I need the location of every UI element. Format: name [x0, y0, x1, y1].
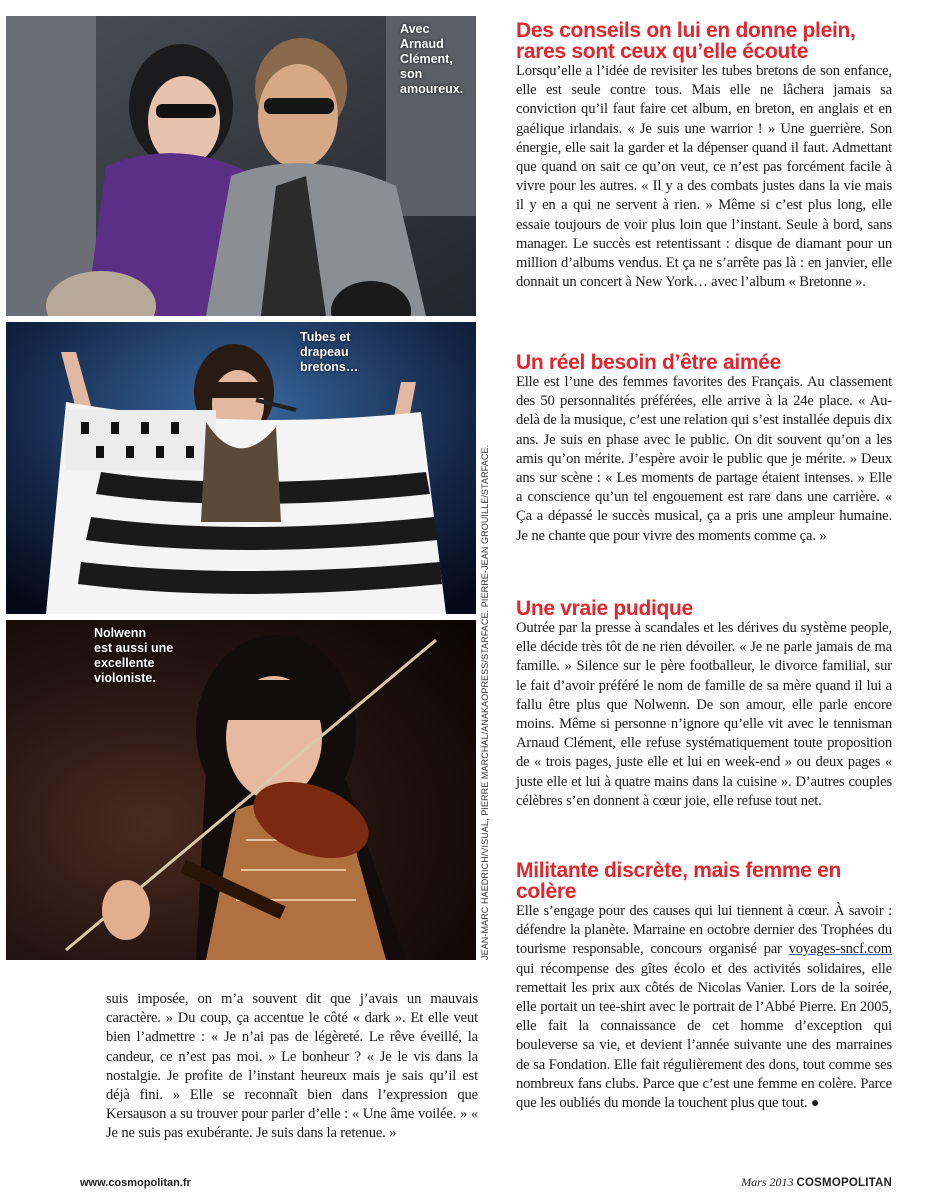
photo-breton-flag-image: [6, 322, 476, 614]
footer-folio: [741, 1175, 892, 1190]
footer-magazine-name: COSMOPOLITAN: [796, 1177, 892, 1189]
section-besoin-aimee: [516, 352, 892, 546]
voyages-sncf-link[interactable]: voyages-sncf.com: [788, 941, 892, 958]
section-conseils-body: Lorsqu’elle a l’idée de revisiter les tubes bretons de son enfance, elle est seule contre tous. Mais elle ne lâchera jamais sa conviction qu’il faut faire cet album, en breton, en anglais et en gaélique irlandais. « Je suis une warrior ! » Une guerrière. Son énergie, elle sait la garder et la dépenser quand il faut. Admettant que quand on sait ce qu’on veut, ce n’est pas forcément facile à vivre pour les autres. « Il y a des combats justes dans la vie mais il y en a qui ne servent à rien. » Même si c’est plus long, elle essaie toujours de voir plus loin que l’instant. Seule à bord, sans manager. Le succès est retentissant : disque de diamant pour un million d’albums vendus. Et ça ne s’arrête pas là : en janvier, elle donnait un concert à New York… avec l’album « Bretonne ».: [516, 63, 892, 291]
section-conseils: [516, 20, 892, 292]
continued-text: suis imposée, on m’a souvent dit que j’avais un mauvais caractère. » Du coup, ça accentue le côté « dark ». Et elle veut bien l’admettre : « Je n’ai pas de légèreté. Le rêve éveillé, la candeur, ce n’est pas moi. » Le bonheur ? « Je le vis dans la nostalgie. Je profite de l’instant heureux mais je sais qu’il est déjà fini. » Elle se reconnaît bien dans l’expression que Kersauson a su trouver pour parler d’elle : « Une âme voilée. » « Je ne suis pas exubérante. Je suis dans la retenue. »: [106, 991, 478, 1142]
photo-violinist-image: [6, 620, 476, 960]
photo-couple: [6, 16, 476, 316]
section-vraie-pudique-body: Outrée par la presse à scandales et les dérives du système people, elle décide très tôt de ne rien dévoiler. « Je ne parle jamais de ma famille. » Silence sur le père footballeur, le divorce familial, sur le fait d’avoir préféré le nom de famille de sa mère quand il lui a fallu être plus que Nolwenn. De son amour, elle parle encore moins. Même si personne n’ignore qu’elle vit avec le tennisman Arnaud Clément, elle refuse systématiquement toute proposition de « trois pages, juste elle et lui en week-end » ou deux pages « juste elle et lui à quatre mains dans la cuisine ». D’autres couples célèbres s’en donnent à cœur joie, elle refuse tout net.: [516, 620, 892, 809]
photo-credit-text: JEAN-MARC HAEDRICH/VISUAL, PIERRE MARCHAL/ANAKAOPRESS/STARFACE. PIERRE-JEAN GROUILLE/STARFACE.: [480, 444, 490, 960]
section-militante: [516, 860, 892, 1113]
section-besoin-aimee-title: Un réel besoin d’être aimée: [516, 351, 782, 374]
photo-couple-caption: Avec Arnaud Clément, son amoureux.: [400, 22, 464, 96]
photo-violinist: [6, 620, 476, 960]
section-conseils-title: Des conseils on lui en donne plein, rares sont ceux qu’elle écoute: [516, 19, 856, 63]
end-of-article-mark: ●: [810, 1096, 820, 1112]
section-besoin-aimee-body: Elle est l’une des femmes favorites des Français. Au classement des 50 personnalités préférées, elle arrive à la 24e place. « Au-delà de la musique, c’est une relation qui s’est installée depuis dix ans. Je suis en phase avec le public. On dit souvent qu’on a les amis qu’on mérite. J’espère avoir le public que je mérite. » Deux ans sur scène : « Les moments de partage étaient intenses. » Elle a conscience qu’un tel engouement est rare dans une carrière. « Ça a dépassé le succès musical, ça a pris une ampleur humaine. Je ne chante que pour vivre des moments comme ça. »: [516, 374, 892, 544]
section-vraie-pudique: [516, 598, 892, 811]
photo-breton-flag-caption: Tubes et drapeau bretons…: [300, 330, 359, 374]
section-militante-title: Militante discrète, mais femme en colère: [516, 859, 842, 903]
section-vraie-pudique-title: Une vraie pudique: [516, 597, 693, 620]
section-militante-body: [516, 902, 892, 1113]
section-militante-body-end: qui récompense des gîtes écolo et des activités solidaires, elle remettait les prix aux côtés de Nicolas Vanier. Lors de la soirée, elle portait un tee-shirt avec le portrait de l’Abbé Pierre. En 2005, elle fait la connaissance de cet homme d’exception qui bouleverse sa vie, et devient l’année suivante une des marraines de sa Fondation. Elle fait régulièrement des dons, tout comme ses nombreux fans clubs. Parce que c’est une femme en colère. Parce que les oubliés du monde la touchent plus que tout.: [516, 960, 892, 1112]
photo-violinist-caption: Nolwenn est aussi une excellente violoniste.: [94, 626, 174, 685]
photo-breton-flag: [6, 322, 476, 614]
footer-website[interactable]: www.cosmopolitan.fr: [80, 1177, 191, 1189]
footer-date: Mars 2013: [741, 1175, 794, 1189]
section-militante-body-start: Elle s’engage pour des causes qui lui tiennent à cœur. À savoir : défendre la planète. Marraine en octobre dernier des Trophées du tourisme responsable, concours organisé par: [516, 903, 892, 958]
